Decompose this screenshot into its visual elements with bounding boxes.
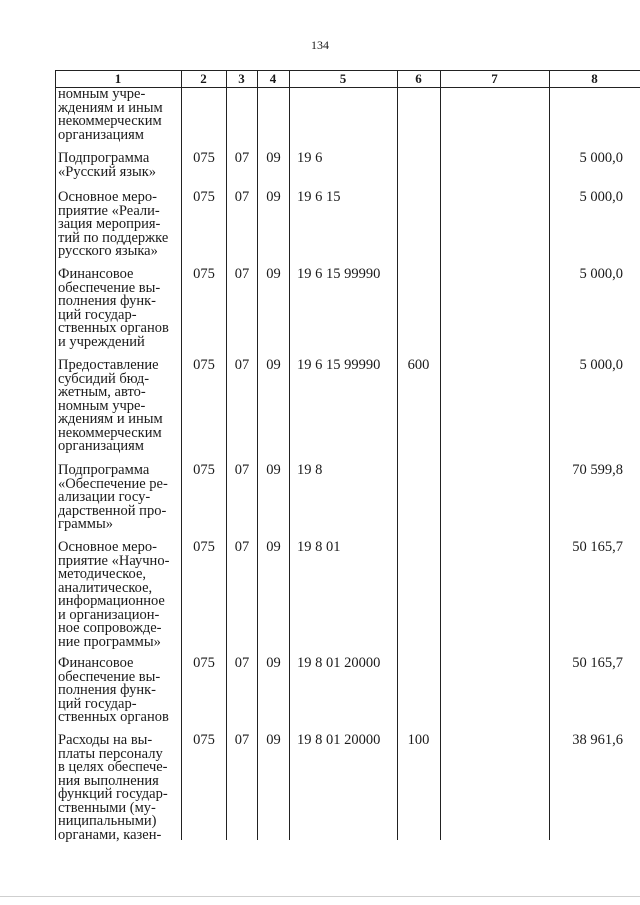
expense-type-code: 100: [407, 732, 430, 748]
column-header: 6: [415, 71, 422, 86]
ministry-code: 075: [193, 655, 215, 671]
subsection-code: 09: [266, 462, 281, 478]
subsection-code: 09: [266, 150, 281, 166]
amount: 5 000,0: [579, 357, 623, 373]
column-divider: [226, 70, 227, 840]
column-header: 4: [269, 71, 277, 86]
row-name: Основное меро- приятие «Реали- зация мероприя- тий по поддержке русского языка»: [58, 189, 169, 259]
ministry-code: 075: [193, 732, 215, 748]
section-code: 07: [234, 655, 250, 671]
section-code: 07: [234, 150, 250, 166]
budget-table: [55, 70, 640, 843]
row-name: Подпрограмма «Русский язык»: [58, 150, 157, 180]
row-name: Подпрограмма «Обеспечение ре- ализации госу- дарственной про- граммы»: [58, 462, 168, 532]
target-article-code: 19 6 15 99990: [297, 266, 381, 282]
section-code: 07: [234, 732, 250, 748]
section-code: 07: [234, 189, 250, 205]
row-name: Предоставление субсидий бюд- жетным, авто- номным учре- ждениям и иным некоммерческим организациям: [58, 357, 163, 454]
page-number: 134: [311, 38, 329, 52]
subsection-code: 09: [266, 655, 281, 671]
ministry-code: 075: [193, 539, 215, 555]
column-divider: [55, 70, 56, 840]
ministry-code: 075: [193, 189, 215, 205]
column-header: 8: [591, 71, 598, 86]
page-bottom-edge: [0, 896, 640, 897]
subsection-code: 09: [266, 732, 281, 748]
ministry-code: 075: [193, 266, 215, 282]
row-name: Расходы на вы- платы персоналу в целях обеспече- ния выполнения функций государ- ственными (му- ниципальными) органами, казен-: [58, 732, 168, 843]
section-code: 07: [234, 462, 250, 478]
column-divider: [549, 70, 550, 840]
section-code: 07: [234, 539, 250, 555]
column-header: 1: [114, 71, 122, 86]
amount: 70 599,8: [572, 462, 623, 478]
row-name: номным учре- ждениям и иным некоммерческим организациям: [58, 86, 163, 143]
column-divider: [289, 70, 290, 840]
amount: 5 000,0: [579, 150, 623, 166]
column-header: 7: [491, 71, 498, 86]
column-divider: [397, 70, 398, 840]
amount: 5 000,0: [579, 266, 623, 282]
column-header: 5: [339, 71, 347, 86]
amount: 38 961,6: [572, 732, 623, 748]
amount: 5 000,0: [579, 189, 623, 205]
section-code: 07: [234, 357, 250, 373]
subsection-code: 09: [266, 539, 281, 555]
subsection-code: 09: [266, 189, 281, 205]
amount: 50 165,7: [572, 539, 623, 555]
row-name: Финансовое обеспечение вы- полнения функ- ций государ- ственных органов и учреждений: [58, 266, 169, 350]
target-article-code: 19 8: [297, 462, 323, 478]
target-article-code: 19 6 15: [297, 189, 341, 205]
ministry-code: 075: [193, 150, 215, 166]
column-divider: [181, 70, 182, 840]
subsection-code: 09: [266, 266, 281, 282]
target-article-code: 19 8 01: [297, 539, 341, 555]
target-article-code: 19 6: [297, 150, 323, 166]
row-name: Финансовое обеспечение вы- полнения функ- ций государ- ственных органов: [58, 655, 169, 725]
expense-type-code: 600: [407, 357, 430, 373]
target-article-code: 19 8 01 20000: [297, 732, 381, 748]
ministry-code: 075: [193, 357, 215, 373]
column-divider: [257, 70, 258, 840]
column-header: 3: [238, 71, 245, 86]
target-article-code: 19 8 01 20000: [297, 655, 381, 671]
ministry-code: 075: [193, 462, 215, 478]
column-header: 2: [200, 71, 207, 86]
section-code: 07: [234, 266, 250, 282]
row-name: Основное меро- приятие «Научно- методическое, аналитическое, информационное и организацион- ное сопровожде- ние программы»: [58, 539, 170, 650]
subsection-code: 09: [266, 357, 281, 373]
amount: 50 165,7: [572, 655, 623, 671]
target-article-code: 19 6 15 99990: [297, 357, 381, 373]
column-divider: [440, 70, 441, 840]
